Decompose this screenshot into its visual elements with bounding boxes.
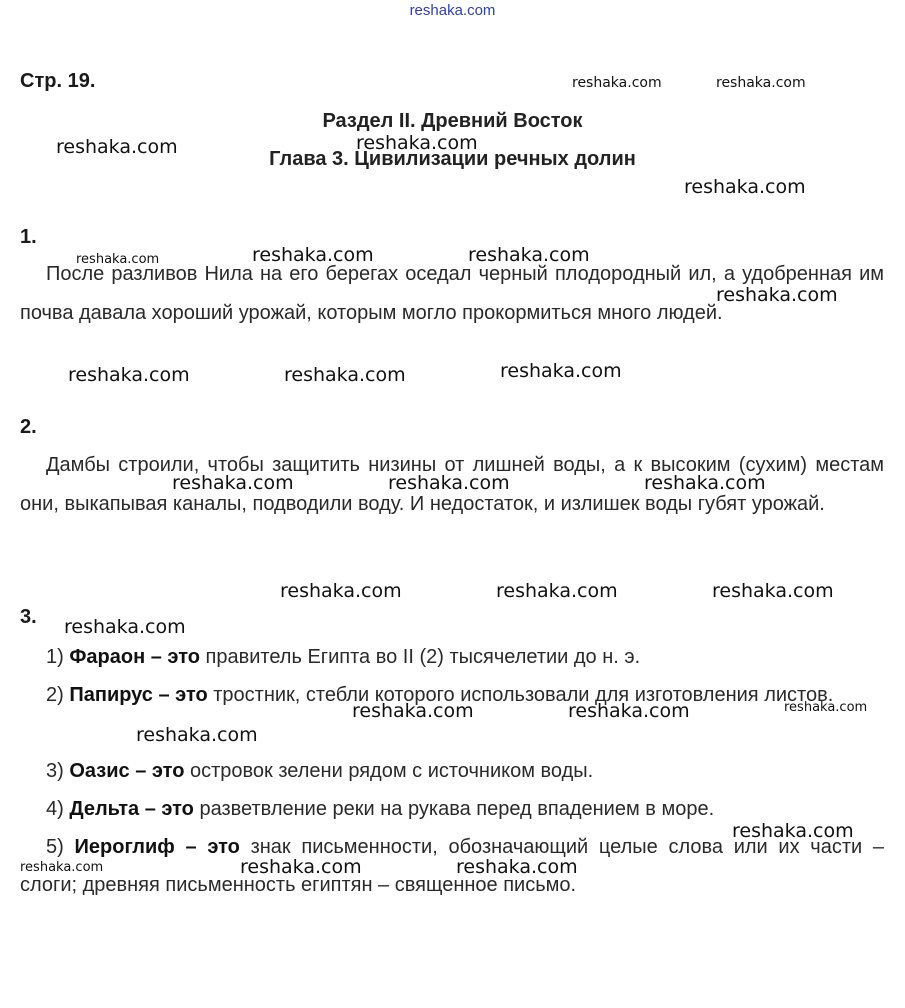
definition-1-term: Фараон – это xyxy=(69,646,200,668)
definition-2-num: 2) xyxy=(46,684,64,706)
watermark: reshaka.com xyxy=(644,472,766,494)
watermark: reshaka.com xyxy=(76,252,160,267)
chapter-title: Глава 3. Цивилизации речных долин xyxy=(269,148,636,170)
definition-2-term: Папирус – это xyxy=(69,684,208,706)
definition-1-text: правитель Египта во II (2) тысячелетии до н. э. xyxy=(205,646,641,668)
definition-4-text: разветвление реки на рукава перед впадением в море. xyxy=(199,798,715,820)
definition-2-text: тростник, стебли которого использовали для изготовления листов. xyxy=(213,684,834,706)
watermark: reshaka.com xyxy=(68,364,190,386)
watermark: reshaka.com xyxy=(20,860,104,875)
watermark: reshaka.com xyxy=(468,244,590,266)
watermark: reshaka.com xyxy=(240,856,362,878)
watermark: reshaka.com xyxy=(280,580,402,602)
answer-1-number: 1. xyxy=(20,226,37,248)
watermark: reshaka.com xyxy=(388,472,510,494)
watermark: reshaka.com xyxy=(496,580,618,602)
definition-3-term: Оазис – это xyxy=(69,760,185,782)
watermark: reshaka.com xyxy=(64,616,186,638)
definition-5-num: 5) xyxy=(46,836,64,858)
watermark: reshaka.com xyxy=(500,360,622,382)
definition-3-text: островок зелени рядом с источником воды. xyxy=(189,760,594,782)
definition-3 xyxy=(20,752,884,790)
definition-4-num: 4) xyxy=(46,798,64,820)
definition-5-text: знак письменности, обозначающий целые слова или их части – слоги; древняя письменность египтян – священное письмо. xyxy=(20,836,885,896)
answer-1-paragraph: После разливов Нила на его берегах оседал черный плодородный ил, а удобренная им почва давала хороший урожай, которым могло прокормиться много людей. xyxy=(20,263,884,324)
watermark: reshaka.com xyxy=(136,724,258,746)
watermark: reshaka.com xyxy=(732,820,854,842)
definition-4-term: Дельта – это xyxy=(69,798,194,820)
page-number-label: Стр. 19. xyxy=(20,70,96,92)
answer-2-paragraph: Дамбы строили, чтобы защитить низины от лишней воды, а к высоким (сухим) местам они, выкапывая каналы, подводили воду. И недостаток, и излишек воды губят урожай. xyxy=(20,454,884,515)
watermark: reshaka.com xyxy=(356,132,478,154)
watermark: reshaka.com xyxy=(56,136,178,158)
watermark: reshaka.com xyxy=(716,284,838,306)
definition-1 xyxy=(20,638,884,676)
answer-2-number: 2. xyxy=(20,416,37,438)
watermark: reshaka.com xyxy=(568,700,690,722)
site-watermark-top[interactable]: reshaka.com xyxy=(409,2,496,19)
watermark: reshaka.com xyxy=(572,75,662,91)
watermark: reshaka.com xyxy=(172,472,294,494)
watermark: reshaka.com xyxy=(716,75,806,91)
definition-5-term: Иероглиф – это xyxy=(74,836,240,858)
watermark: reshaka.com xyxy=(352,700,474,722)
watermark: reshaka.com xyxy=(684,176,806,198)
watermark: reshaka.com xyxy=(456,856,578,878)
watermark: reshaka.com xyxy=(712,580,834,602)
section-title: Раздел II. Древний Восток xyxy=(322,110,583,132)
watermark: reshaka.com xyxy=(784,700,868,715)
definition-3-num: 3) xyxy=(46,760,64,782)
watermark: reshaka.com xyxy=(284,364,406,386)
definition-1-num: 1) xyxy=(46,646,64,668)
watermark: reshaka.com xyxy=(252,244,374,266)
answer-3-number: 3. xyxy=(20,606,37,628)
